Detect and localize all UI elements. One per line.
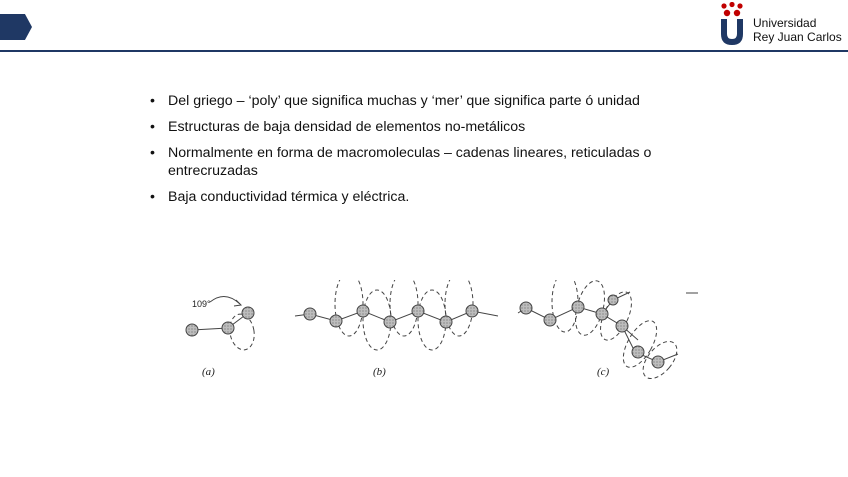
urjc-logo-icon bbox=[718, 2, 746, 46]
bullet-list bbox=[150, 92, 730, 214]
panel-a-label: (a) bbox=[202, 366, 215, 378]
polymer-chain-diagram bbox=[170, 280, 710, 390]
panel-c-label: (c) bbox=[597, 366, 610, 378]
bullet-item: • Del griego – ‘poly’ que significa muchas y ‘mer’ que significa parte ó unidad bbox=[150, 92, 730, 110]
bullet-item: • Normalmente en forma de macromoleculas – cadenas lineares, reticuladas o entrecruzadas bbox=[150, 144, 730, 180]
bullet-item: • Baja conductividad térmica y eléctrica. bbox=[150, 188, 730, 206]
university-logo bbox=[718, 2, 843, 46]
slide-nav-tab bbox=[0, 14, 32, 40]
polymer-chain-figure bbox=[170, 280, 710, 390]
bond-angle-label: 109° bbox=[192, 299, 211, 309]
panel-b-label: (b) bbox=[373, 366, 386, 378]
header-rule bbox=[0, 50, 848, 52]
university-name-line2: Rey Juan Carlos bbox=[753, 30, 842, 44]
bullet-item: • Estructuras de baja densidad de elementos no-metálicos bbox=[150, 118, 730, 136]
university-name-line1: Universidad bbox=[753, 16, 817, 30]
